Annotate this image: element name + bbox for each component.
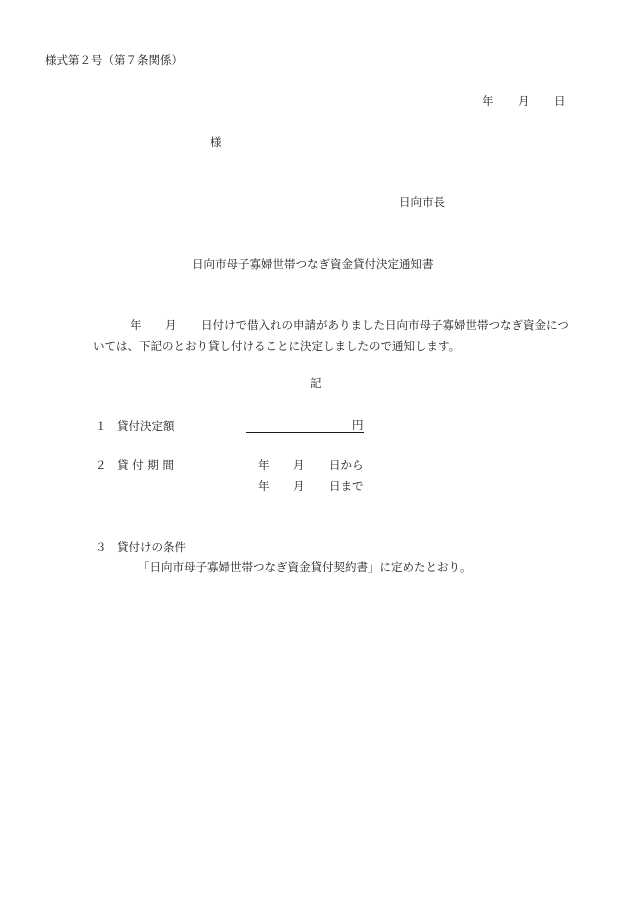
date-month: 月 xyxy=(518,94,530,108)
item1-number: １ xyxy=(95,419,107,433)
body-year: 年 xyxy=(130,318,142,332)
item1-unit: 円 xyxy=(352,418,364,432)
issuer: 日向市長 xyxy=(399,195,445,209)
period-from-year: 年 xyxy=(258,458,270,472)
period-to-year: 年 xyxy=(258,479,270,493)
date-year: 年 xyxy=(482,94,494,108)
period-from-day: 日から xyxy=(329,458,364,472)
body-line1: 日付けで借入れの申請がありました日向市母子寡婦世帯つなぎ資金につ xyxy=(201,318,569,332)
date-day: 日 xyxy=(554,94,566,108)
ki-heading: 記 xyxy=(310,376,322,390)
item1-label: 貸付決定額 xyxy=(117,419,175,433)
period-to-day: 日まで xyxy=(329,479,364,493)
item3-number: ３ xyxy=(95,540,107,554)
item3-detail: 「日向市母子寡婦世帯つなぎ資金貸付契約書」に定めたとおり。 xyxy=(138,560,472,574)
item2-label: 貸 付 期 間 xyxy=(117,458,174,472)
item2-number: ２ xyxy=(95,458,107,472)
form-number: 様式第２号（第７条関係） xyxy=(45,53,183,67)
item3-label: 貸付けの条件 xyxy=(117,540,186,554)
body-month: 月 xyxy=(165,318,177,332)
amount-blank-line xyxy=(246,432,364,433)
addressee-suffix: 様 xyxy=(210,135,222,149)
period-to-month: 月 xyxy=(293,479,305,493)
document-title: 日向市母子寡婦世帯つなぎ資金貸付決定通知書 xyxy=(192,257,434,271)
period-from-month: 月 xyxy=(293,458,305,472)
body-line2: いては、下記のとおり貸し付けることに決定しましたので通知します。 xyxy=(93,339,461,353)
